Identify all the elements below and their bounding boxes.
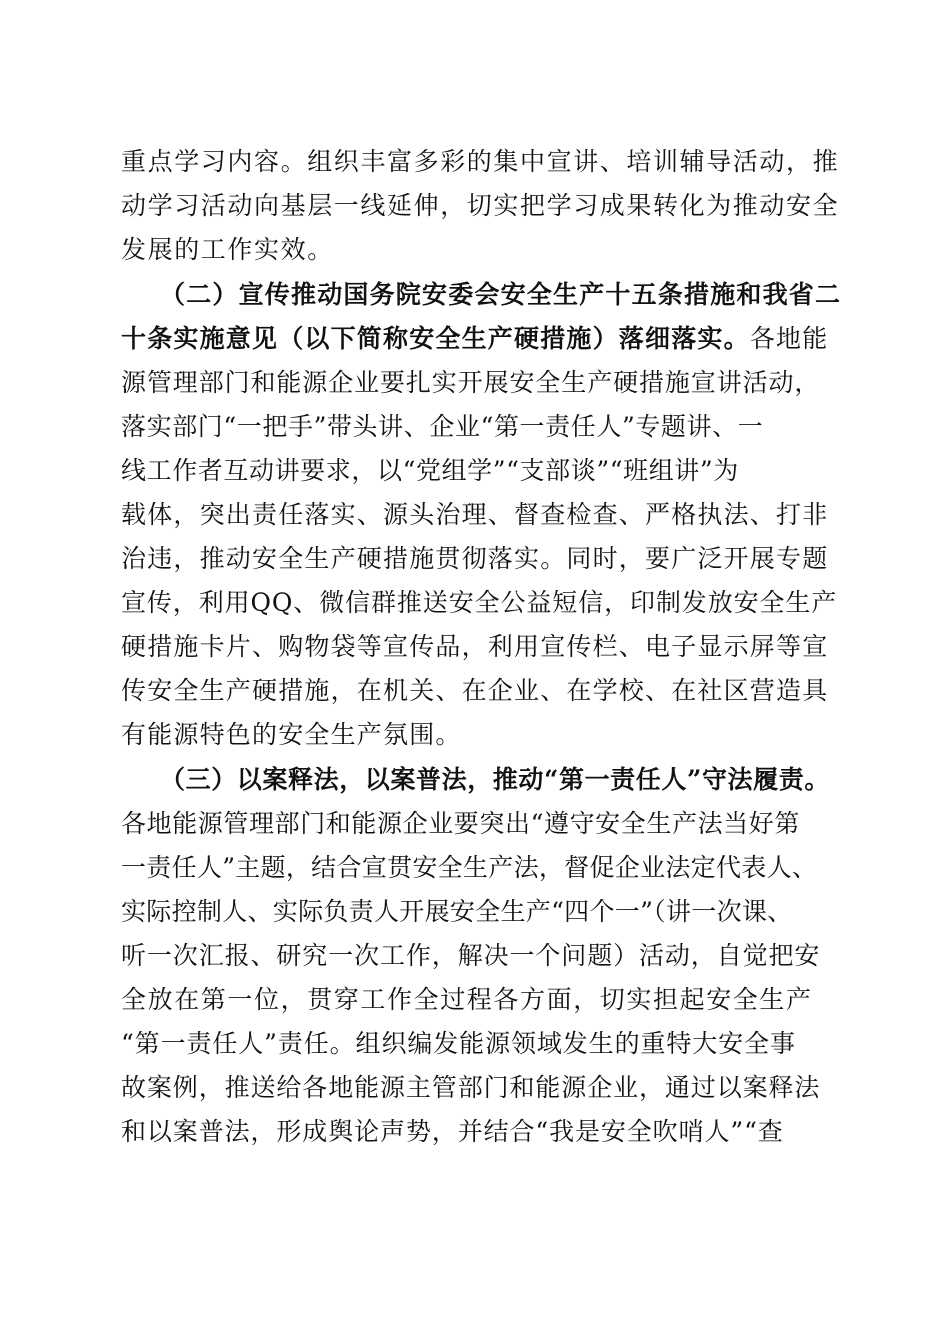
- text-line: [121, 1024, 831, 1064]
- text-line: [121, 495, 831, 535]
- text-line: [121, 671, 831, 711]
- line-text: 全放在第一位，贯穿工作全过程各方面，切实担起安全生产: [121, 985, 813, 1014]
- section-heading-3: （三）以案释法，以案普法，推动“第一责任人”守法履责。: [160, 765, 830, 794]
- line-text: 治违，推动安全生产硬措施贯彻落实。同时，要广泛开展专题: [121, 544, 829, 573]
- line-text: “第一责任人”责任。组织编发能源领域发生的重特大安全事: [121, 1029, 796, 1058]
- line-text: 宣传，利用QQ、微信群推送安全公益短信，印制发放安全生产: [121, 588, 838, 617]
- text-line: [121, 186, 840, 226]
- text-line: [121, 804, 831, 844]
- text-line: [121, 715, 621, 755]
- text-line: [121, 363, 831, 403]
- line-text: 传安全生产硬措施，在机关、在企业、在学校、在社区营造具: [121, 676, 829, 705]
- section-heading-line: [160, 275, 842, 315]
- line-text: 线工作者互动讲要求，以“党组学”“支部谈”“班组讲”为: [121, 456, 739, 485]
- text-line: [121, 539, 831, 579]
- line-text: 发展的工作实效。: [121, 235, 334, 264]
- text-line: [121, 1068, 831, 1108]
- text-line: [121, 627, 831, 667]
- line-text: 和以案普法，形成舆论声势，并结合“我是安全吹哨人”“查: [121, 1117, 784, 1146]
- text-line: [121, 892, 841, 932]
- text-line: [121, 848, 841, 888]
- line-text: 一责任人”主题，结合宣贯安全生产法，督促企业法定代表人、: [121, 853, 818, 882]
- line-text: 有能源特色的安全生产氛围。: [121, 720, 462, 749]
- text-line: [121, 142, 840, 182]
- line-text: 硬措施卡片、购物袋等宣传品，利用宣传栏、电子显示屏等宣: [121, 632, 829, 661]
- line-text: 源管理部门和能源企业要扎实开展安全生产硬措施宣讲活动，: [121, 368, 821, 397]
- line-text: 重点学习内容。组织丰富多彩的集中宣讲、培训辅导活动，推: [121, 147, 840, 176]
- text-line: [121, 451, 831, 491]
- line-text: 落实部门“一把手”带头讲、企业“第一责任人”专题讲、一: [121, 412, 764, 441]
- line-text: 实际控制人、实际负责人开展安全生产“四个一”（讲一次课、: [121, 897, 793, 926]
- text-line: [121, 583, 838, 623]
- section-heading-line: [160, 760, 860, 800]
- line-text: 各地能: [749, 324, 829, 353]
- line-text: 载体，突出责任落实、源头治理、督查检查、严格执法、打非: [121, 500, 829, 529]
- section-heading-2: （二）宣传推动国务院安委会安全生产十五条措施和我省二: [160, 280, 842, 309]
- text-line: [121, 980, 831, 1020]
- section-heading-line: [121, 319, 831, 359]
- line-text: 故案例，推送给各地能源主管部门和能源企业，通过以案释法: [121, 1073, 821, 1102]
- section-heading-2-cont: 十条实施意见（以下简称安全生产硬措施）落细落实。: [121, 324, 750, 353]
- text-line: [121, 1112, 831, 1152]
- line-text: 动学习活动向基层一线延伸，切实把学习成果转化为推动安全: [121, 191, 840, 220]
- text-line: [121, 407, 831, 447]
- line-text: 各地能源管理部门和能源企业要突出“遵守安全生产法当好第: [121, 809, 800, 838]
- text-line: [121, 230, 521, 270]
- line-text: 听一次汇报、研究一次工作，解决一个问题）活动，自觉把安: [121, 941, 821, 970]
- text-line: [121, 936, 831, 976]
